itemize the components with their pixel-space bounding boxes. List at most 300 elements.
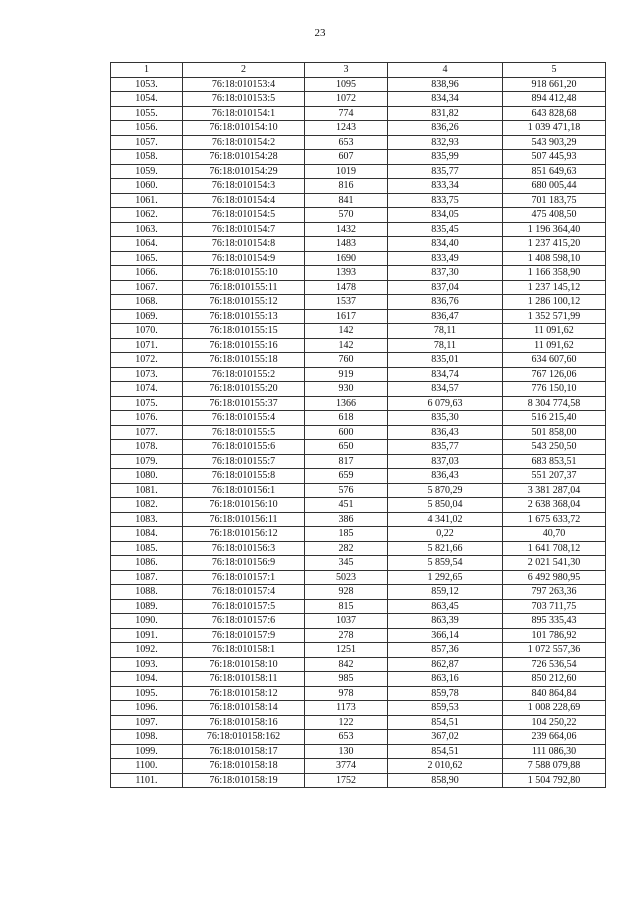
table-cell: 76:18:010155:18 — [183, 353, 305, 368]
table-row — [111, 208, 606, 223]
table-cell: 76:18:010154:5 — [183, 208, 305, 223]
table-cell: 1 408 598,10 — [503, 251, 606, 266]
table-row — [111, 440, 606, 455]
table-cell: 451 — [305, 498, 388, 513]
table-cell: 1 292,65 — [388, 570, 503, 585]
table-row — [111, 541, 606, 556]
table-row — [111, 222, 606, 237]
table-cell: 7 588 079,88 — [503, 759, 606, 774]
table-row — [111, 773, 606, 788]
table-cell: 1065. — [111, 251, 183, 266]
table-cell: 1073. — [111, 367, 183, 382]
table-cell: 76:18:010158:18 — [183, 759, 305, 774]
table-cell: 76:18:010154:1 — [183, 106, 305, 121]
table-cell: 1094. — [111, 672, 183, 687]
table-row — [111, 193, 606, 208]
table-cell: 760 — [305, 353, 388, 368]
table-cell: 1068. — [111, 295, 183, 310]
table-cell: 659 — [305, 469, 388, 484]
table-cell: 1432 — [305, 222, 388, 237]
table-cell: 1 072 557,36 — [503, 643, 606, 658]
table-cell: 1092. — [111, 643, 183, 658]
table-cell: 3774 — [305, 759, 388, 774]
table-cell: 1072 — [305, 92, 388, 107]
table-cell: 76:18:010155:37 — [183, 396, 305, 411]
table-cell: 142 — [305, 324, 388, 339]
table-cell: 1058. — [111, 150, 183, 165]
table-cell: 76:18:010155:5 — [183, 425, 305, 440]
table-row — [111, 251, 606, 266]
table-row — [111, 77, 606, 92]
table-cell: 76:18:010154:28 — [183, 150, 305, 165]
table-row — [111, 512, 606, 527]
table-row — [111, 585, 606, 600]
table-row — [111, 164, 606, 179]
table-cell: 600 — [305, 425, 388, 440]
table-cell: 1053. — [111, 77, 183, 92]
table-cell: 1097. — [111, 715, 183, 730]
table-cell: 576 — [305, 483, 388, 498]
table-cell: 76:18:010154:7 — [183, 222, 305, 237]
table-row — [111, 657, 606, 672]
table-cell: 282 — [305, 541, 388, 556]
table-cell: 1101. — [111, 773, 183, 788]
table-cell: 978 — [305, 686, 388, 701]
table-cell: 1066. — [111, 266, 183, 281]
table-cell: 797 263,36 — [503, 585, 606, 600]
table-cell: 831,82 — [388, 106, 503, 121]
table-cell: 5 850,04 — [388, 498, 503, 513]
table-cell: 1617 — [305, 309, 388, 324]
table-cell: 1055. — [111, 106, 183, 121]
table-cell: 76:18:010155:8 — [183, 469, 305, 484]
table-cell: 76:18:010157:9 — [183, 628, 305, 643]
table-cell: 1393 — [305, 266, 388, 281]
table-cell: 1076. — [111, 411, 183, 426]
table-cell: 1095. — [111, 686, 183, 701]
table-cell: 76:18:010158:16 — [183, 715, 305, 730]
table-cell: 726 536,54 — [503, 657, 606, 672]
table-cell: 6 492 980,95 — [503, 570, 606, 585]
table-row — [111, 425, 606, 440]
table-cell: 1087. — [111, 570, 183, 585]
table-row — [111, 135, 606, 150]
table-cell: 78,11 — [388, 338, 503, 353]
table-row — [111, 498, 606, 513]
table-cell: 76:18:010157:4 — [183, 585, 305, 600]
table-cell: 1062. — [111, 208, 183, 223]
table-cell: 1752 — [305, 773, 388, 788]
table-cell: 78,11 — [388, 324, 503, 339]
table-cell: 1054. — [111, 92, 183, 107]
table-cell: 5 821,66 — [388, 541, 503, 556]
table-row — [111, 179, 606, 194]
table-cell: 5023 — [305, 570, 388, 585]
table-cell: 76:18:010154:29 — [183, 164, 305, 179]
header-cell: 1 — [111, 63, 183, 78]
table-cell: 862,87 — [388, 657, 503, 672]
table-cell: 1483 — [305, 237, 388, 252]
table-row — [111, 266, 606, 281]
table-cell: 838,96 — [388, 77, 503, 92]
table-cell: 816 — [305, 179, 388, 194]
table-cell: 1074. — [111, 382, 183, 397]
table-cell: 122 — [305, 715, 388, 730]
table-cell: 11 091,62 — [503, 324, 606, 339]
data-table — [110, 62, 606, 788]
table-cell: 1083. — [111, 512, 183, 527]
table-row — [111, 715, 606, 730]
table-row — [111, 570, 606, 585]
table-cell: 40,70 — [503, 527, 606, 542]
table-row — [111, 483, 606, 498]
table-cell: 1100. — [111, 759, 183, 774]
table-cell: 185 — [305, 527, 388, 542]
table-body — [111, 77, 606, 788]
table-cell: 1 237 145,12 — [503, 280, 606, 295]
table-row — [111, 106, 606, 121]
table-cell: 776 150,10 — [503, 382, 606, 397]
table-cell: 858,90 — [388, 773, 503, 788]
table-cell: 6 079,63 — [388, 396, 503, 411]
table-cell: 76:18:010158:11 — [183, 672, 305, 687]
table-cell: 76:18:010155:2 — [183, 367, 305, 382]
table-cell: 834,34 — [388, 92, 503, 107]
table-cell: 1070. — [111, 324, 183, 339]
table-cell: 516 215,40 — [503, 411, 606, 426]
table-cell: 1078. — [111, 440, 183, 455]
table-cell: 76:18:010155:12 — [183, 295, 305, 310]
table-cell: 507 445,93 — [503, 150, 606, 165]
table-cell: 1 237 415,20 — [503, 237, 606, 252]
table-row — [111, 324, 606, 339]
table-cell: 834,74 — [388, 367, 503, 382]
table-cell: 859,53 — [388, 701, 503, 716]
table-cell: 835,30 — [388, 411, 503, 426]
table-cell: 653 — [305, 135, 388, 150]
table-cell: 76:18:010153:5 — [183, 92, 305, 107]
table-cell: 1096. — [111, 701, 183, 716]
table-cell: 1085. — [111, 541, 183, 556]
table-cell: 1243 — [305, 121, 388, 136]
table-cell: 1 166 358,90 — [503, 266, 606, 281]
table-row — [111, 643, 606, 658]
table-cell: 1 286 100,12 — [503, 295, 606, 310]
table-cell: 834,05 — [388, 208, 503, 223]
table-cell: 76:18:010156:3 — [183, 541, 305, 556]
table-cell: 683 853,51 — [503, 454, 606, 469]
table-cell: 701 183,75 — [503, 193, 606, 208]
table-cell: 1019 — [305, 164, 388, 179]
header-cell: 5 — [503, 63, 606, 78]
table-cell: 1478 — [305, 280, 388, 295]
table-cell: 863,45 — [388, 599, 503, 614]
table-cell: 1 504 792,80 — [503, 773, 606, 788]
table-cell: 345 — [305, 556, 388, 571]
table-row — [111, 701, 606, 716]
table-cell: 634 607,60 — [503, 353, 606, 368]
table-cell: 703 711,75 — [503, 599, 606, 614]
table-cell: 1079. — [111, 454, 183, 469]
table-row — [111, 759, 606, 774]
table-cell: 570 — [305, 208, 388, 223]
table-cell: 1067. — [111, 280, 183, 295]
table-cell: 1060. — [111, 179, 183, 194]
table-row — [111, 614, 606, 629]
table-cell: 76:18:010158:10 — [183, 657, 305, 672]
table-cell: 774 — [305, 106, 388, 121]
table-row — [111, 237, 606, 252]
table-cell: 76:18:010154:2 — [183, 135, 305, 150]
table-cell: 0,22 — [388, 527, 503, 542]
table-cell: 835,01 — [388, 353, 503, 368]
table-cell: 653 — [305, 730, 388, 745]
table-row — [111, 295, 606, 310]
table-row — [111, 527, 606, 542]
table-cell: 815 — [305, 599, 388, 614]
table-cell: 543 903,29 — [503, 135, 606, 150]
table-cell: 1063. — [111, 222, 183, 237]
table-row — [111, 150, 606, 165]
table-cell: 835,77 — [388, 164, 503, 179]
table-cell: 834,57 — [388, 382, 503, 397]
table-cell: 2 010,62 — [388, 759, 503, 774]
table-cell: 1081. — [111, 483, 183, 498]
table-cell: 278 — [305, 628, 388, 643]
table-cell: 111 086,30 — [503, 744, 606, 759]
table-cell: 4 341,02 — [388, 512, 503, 527]
table-cell: 918 661,20 — [503, 77, 606, 92]
table-cell: 366,14 — [388, 628, 503, 643]
table-cell: 859,12 — [388, 585, 503, 600]
table-cell: 130 — [305, 744, 388, 759]
table-cell: 76:18:010153:4 — [183, 77, 305, 92]
table-cell: 833,75 — [388, 193, 503, 208]
table-cell: 1057. — [111, 135, 183, 150]
table-cell: 837,04 — [388, 280, 503, 295]
table-row — [111, 396, 606, 411]
table-row — [111, 672, 606, 687]
table-row — [111, 338, 606, 353]
table-cell: 1069. — [111, 309, 183, 324]
table-cell: 836,43 — [388, 425, 503, 440]
table-cell: 1071. — [111, 338, 183, 353]
table-header — [111, 63, 606, 78]
table-cell: 859,78 — [388, 686, 503, 701]
table-cell: 1061. — [111, 193, 183, 208]
table-cell: 551 207,37 — [503, 469, 606, 484]
table-cell: 857,36 — [388, 643, 503, 658]
header-cell: 4 — [388, 63, 503, 78]
table-row — [111, 686, 606, 701]
table-cell: 1690 — [305, 251, 388, 266]
table-cell: 76:18:010155:10 — [183, 266, 305, 281]
table-cell: 841 — [305, 193, 388, 208]
table-cell: 817 — [305, 454, 388, 469]
table-cell: 1059. — [111, 164, 183, 179]
table-cell: 854,51 — [388, 744, 503, 759]
table-cell: 76:18:010158:14 — [183, 701, 305, 716]
table-row — [111, 382, 606, 397]
table-cell: 475 408,50 — [503, 208, 606, 223]
table-cell: 76:18:010158:17 — [183, 744, 305, 759]
table-cell: 650 — [305, 440, 388, 455]
table-row — [111, 469, 606, 484]
table-cell: 836,76 — [388, 295, 503, 310]
table-cell: 928 — [305, 585, 388, 600]
table-cell: 840 864,84 — [503, 686, 606, 701]
table-cell: 76:18:010156:9 — [183, 556, 305, 571]
table-cell: 5 870,29 — [388, 483, 503, 498]
table-cell: 1075. — [111, 396, 183, 411]
table-row — [111, 454, 606, 469]
table-cell: 1082. — [111, 498, 183, 513]
table-cell: 1072. — [111, 353, 183, 368]
table-cell: 863,39 — [388, 614, 503, 629]
table-cell: 836,26 — [388, 121, 503, 136]
table-cell: 836,47 — [388, 309, 503, 324]
table-cell: 835,77 — [388, 440, 503, 455]
table-row — [111, 280, 606, 295]
table-cell: 76:18:010155:20 — [183, 382, 305, 397]
table-cell: 76:18:010155:15 — [183, 324, 305, 339]
table-cell: 894 412,48 — [503, 92, 606, 107]
table-cell: 76:18:010156:12 — [183, 527, 305, 542]
table-cell: 680 005,44 — [503, 179, 606, 194]
table-cell: 863,16 — [388, 672, 503, 687]
table-cell: 1 641 708,12 — [503, 541, 606, 556]
table-cell: 1064. — [111, 237, 183, 252]
table-cell: 850 212,60 — [503, 672, 606, 687]
table-cell: 76:18:010158:1 — [183, 643, 305, 658]
header-cell: 2 — [183, 63, 305, 78]
table-cell: 76:18:010158:162 — [183, 730, 305, 745]
table-cell: 835,99 — [388, 150, 503, 165]
table-cell: 1537 — [305, 295, 388, 310]
table-row — [111, 744, 606, 759]
table-cell: 367,02 — [388, 730, 503, 745]
table-cell: 1089. — [111, 599, 183, 614]
table-cell: 3 381 287,04 — [503, 483, 606, 498]
table-cell: 2 021 541,30 — [503, 556, 606, 571]
table-cell: 2 638 368,04 — [503, 498, 606, 513]
table-cell: 1 352 571,99 — [503, 309, 606, 324]
table-cell: 919 — [305, 367, 388, 382]
table-cell: 76:18:010155:11 — [183, 280, 305, 295]
table-cell: 930 — [305, 382, 388, 397]
table-cell: 239 664,06 — [503, 730, 606, 745]
table-cell: 643 828,68 — [503, 106, 606, 121]
table-cell: 76:18:010156:11 — [183, 512, 305, 527]
table-cell: 837,03 — [388, 454, 503, 469]
table-row — [111, 367, 606, 382]
table-cell: 76:18:010154:4 — [183, 193, 305, 208]
table-cell: 76:18:010158:12 — [183, 686, 305, 701]
table-cell: 1173 — [305, 701, 388, 716]
table-cell: 851 649,63 — [503, 164, 606, 179]
table-row — [111, 121, 606, 136]
table-cell: 1 675 633,72 — [503, 512, 606, 527]
table-cell: 76:18:010154:9 — [183, 251, 305, 266]
header-row — [111, 63, 606, 78]
table-cell: 833,34 — [388, 179, 503, 194]
table-cell: 104 250,22 — [503, 715, 606, 730]
table-cell: 1090. — [111, 614, 183, 629]
table-cell: 837,30 — [388, 266, 503, 281]
table-cell: 836,43 — [388, 469, 503, 484]
table-cell: 501 858,00 — [503, 425, 606, 440]
table-cell: 1098. — [111, 730, 183, 745]
table-cell: 76:18:010156:10 — [183, 498, 305, 513]
table-cell: 76:18:010155:16 — [183, 338, 305, 353]
table-cell: 833,49 — [388, 251, 503, 266]
table-cell: 76:18:010154:3 — [183, 179, 305, 194]
table-cell: 76:18:010156:1 — [183, 483, 305, 498]
table-cell: 76:18:010154:8 — [183, 237, 305, 252]
table-cell: 386 — [305, 512, 388, 527]
table-row — [111, 599, 606, 614]
table-cell: 76:18:010157:6 — [183, 614, 305, 629]
table-cell: 11 091,62 — [503, 338, 606, 353]
table-row — [111, 92, 606, 107]
table-cell: 1251 — [305, 643, 388, 658]
table-cell: 1 196 364,40 — [503, 222, 606, 237]
table-cell: 1091. — [111, 628, 183, 643]
table-cell: 618 — [305, 411, 388, 426]
page-number: 23 — [314, 27, 326, 39]
table-cell: 832,93 — [388, 135, 503, 150]
table-cell: 854,51 — [388, 715, 503, 730]
table-row — [111, 730, 606, 745]
table-cell: 1 039 471,18 — [503, 121, 606, 136]
table-cell: 5 859,54 — [388, 556, 503, 571]
table-cell: 1095 — [305, 77, 388, 92]
table-cell: 76:18:010154:10 — [183, 121, 305, 136]
table-cell: 985 — [305, 672, 388, 687]
table-cell: 142 — [305, 338, 388, 353]
table-cell: 835,45 — [388, 222, 503, 237]
table-cell: 76:18:010155:13 — [183, 309, 305, 324]
table-cell: 76:18:010155:7 — [183, 454, 305, 469]
table-row — [111, 411, 606, 426]
table-cell: 607 — [305, 150, 388, 165]
table-cell: 101 786,92 — [503, 628, 606, 643]
table-cell: 1056. — [111, 121, 183, 136]
table-cell: 1080. — [111, 469, 183, 484]
table-cell: 1037 — [305, 614, 388, 629]
table-cell: 1093. — [111, 657, 183, 672]
table-cell: 8 304 774,58 — [503, 396, 606, 411]
table-cell: 1088. — [111, 585, 183, 600]
table-cell: 76:18:010157:5 — [183, 599, 305, 614]
table-cell: 543 250,50 — [503, 440, 606, 455]
table-cell: 1077. — [111, 425, 183, 440]
table-row — [111, 309, 606, 324]
table-cell: 1366 — [305, 396, 388, 411]
table-cell: 76:18:010158:19 — [183, 773, 305, 788]
table-cell: 1099. — [111, 744, 183, 759]
table-row — [111, 353, 606, 368]
table-cell: 76:18:010155:4 — [183, 411, 305, 426]
table-cell: 895 335,43 — [503, 614, 606, 629]
table-cell: 1 008 228,69 — [503, 701, 606, 716]
table-cell: 1084. — [111, 527, 183, 542]
table-cell: 76:18:010155:6 — [183, 440, 305, 455]
header-cell: 3 — [305, 63, 388, 78]
table-cell: 834,40 — [388, 237, 503, 252]
table-cell: 842 — [305, 657, 388, 672]
table-cell: 767 126,06 — [503, 367, 606, 382]
